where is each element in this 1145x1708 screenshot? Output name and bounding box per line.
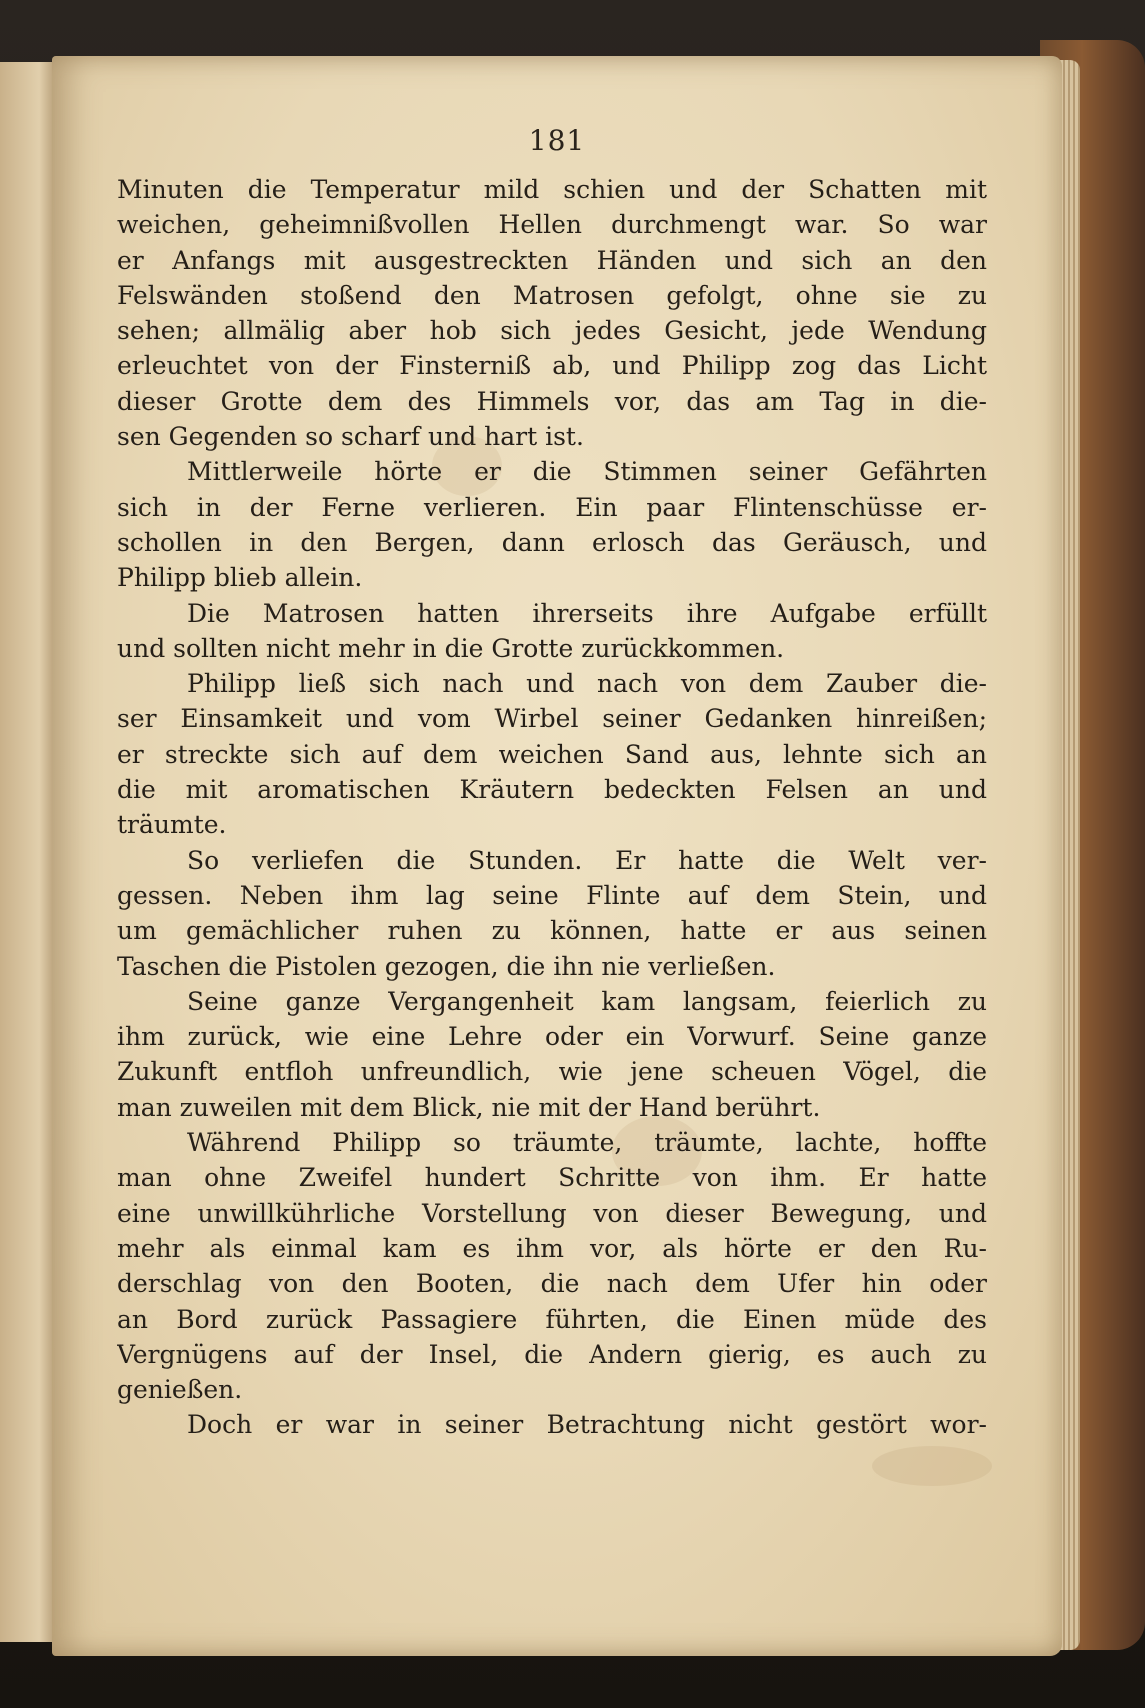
text-line: Mittlerweile hörte er die Stimmen seiner Gefährten: [187, 457, 987, 487]
text-line: und sollten nicht mehr in die Grotte zurückkommen.: [117, 633, 785, 663]
text-line: man ohne Zweifel hundert Schritte von ihm. Er hatte: [117, 1163, 987, 1193]
text-line: er Anfangs mit ausgestreckten Händen und sich an den: [117, 245, 987, 275]
text-line: Doch er war in seiner Betrachtung nicht gestört wor-: [187, 1410, 987, 1440]
text-line: eine unwillkührliche Vorstellung von dieser Bewegung, und: [117, 1198, 987, 1228]
text-line: Taschen die Pistolen gezogen, die ihn nie verließen.: [117, 951, 776, 981]
text-line: ser Einsamkeit und vom Wirbel seiner Gedanken hinreißen;: [117, 704, 987, 734]
text-line: Vergnügens auf der Insel, die Andern gierig, es auch zu: [117, 1339, 987, 1369]
text-line: schollen in den Bergen, dann erlosch das Geräusch, und: [117, 527, 987, 557]
page-text: [117, 172, 987, 1443]
text-line: Die Matrosen hatten ihrerseits ihre Aufgabe erfüllt: [187, 598, 987, 628]
book-page: [52, 56, 1062, 1656]
text-line: sehen; allmälig aber hob sich jedes Gesicht, jede Wendung: [117, 316, 987, 346]
text-line: Zukunft entfloh unfreundlich, wie jene scheuen Vögel, die: [117, 1057, 987, 1087]
text-line: dieser Grotte dem des Himmels vor, das am Tag in die-: [117, 386, 987, 416]
text-line: er streckte sich auf dem weichen Sand aus, lehnte sich an: [117, 739, 987, 769]
paper-stain: [872, 1446, 992, 1486]
page-number: 181: [528, 124, 586, 157]
text-line: sich in der Ferne verlieren. Ein paar Flintenschüsse er-: [117, 492, 987, 522]
text-line: So verliefen die Stunden. Er hatte die Welt ver-: [187, 845, 987, 875]
text-line: weichen, geheimnißvollen Hellen durchmengt war. So war: [117, 210, 987, 240]
text-line: die mit aromatischen Kräutern bedeckten Felsen an und: [117, 775, 987, 805]
text-line: träumte.: [117, 810, 227, 840]
text-line: Felswänden stoßend den Matrosen gefolgt, ohne sie zu: [117, 280, 987, 310]
text-line: Philipp blieb allein.: [117, 563, 363, 593]
left-page-edge: [0, 62, 56, 1642]
text-line: Während Philipp so träumte, träumte, lachte, hoffte: [187, 1128, 987, 1158]
text-line: Minuten die Temperatur mild schien und der Schatten mit: [117, 175, 987, 204]
text-line: mehr als einmal kam es ihm vor, als hörte er den Ru-: [117, 1233, 987, 1263]
text-line: sen Gegenden so scharf und hart ist.: [117, 422, 584, 452]
text-line: gessen. Neben ihm lag seine Flinte auf dem Stein, und: [117, 880, 987, 910]
text-line: Seine ganze Vergangenheit kam langsam, feierlich zu: [187, 986, 987, 1016]
text-line: Philipp ließ sich nach und nach von dem Zauber die-: [187, 669, 987, 699]
text-line: derschlag von den Booten, die nach dem Ufer hin oder: [117, 1269, 987, 1299]
text-line: man zuweilen mit dem Blick, nie mit der Hand berührt.: [117, 1092, 821, 1122]
text-line: ihm zurück, wie eine Lehre oder ein Vorwurf. Seine ganze: [117, 1022, 987, 1052]
text-line: genießen.: [117, 1375, 243, 1405]
text-line: um gemächlicher ruhen zu können, hatte er aus seinen: [117, 916, 987, 946]
text-line: an Bord zurück Passagiere führten, die Einen müde des: [117, 1304, 987, 1334]
text-line: erleuchtet von der Finsterniß ab, und Philipp zog das Licht: [117, 351, 987, 381]
